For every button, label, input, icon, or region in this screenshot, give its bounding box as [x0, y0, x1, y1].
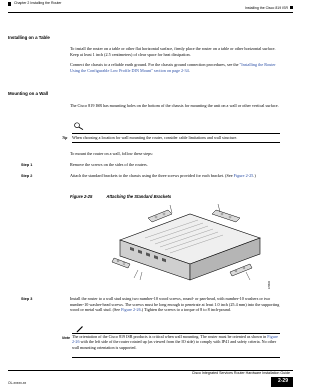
- wall-paragraph-2: To mount the router on a wall, follow these steps:: [70, 151, 153, 156]
- table-paragraph-1: To install the router on a table or other flat horizontal surface, firmly place the router on a table or other horizontal surface. Keep at least 1 inch (2.5 centimeters) of clear space for heat dissipation.: [70, 46, 276, 57]
- note-pencil-icon: [76, 325, 84, 333]
- step-1-label: Step 1: [21, 163, 33, 167]
- note-bottom-rule: [72, 357, 280, 358]
- table-paragraph-2: Connect the chassis to a reliable earth ground. For the chassis ground connection procedures, see the "Installing the Router Using the Configurable Low Profile DIN Mount" section on page 2-34.: [70, 62, 276, 73]
- tip-top-rule: [72, 133, 280, 134]
- heading-installing-on-table: Installing on a Table: [8, 35, 50, 40]
- bracket-bottom-right: [230, 264, 252, 276]
- header-marker: [8, 2, 11, 6]
- heading-mounting-on-wall: Mounting on a Wall: [8, 91, 49, 96]
- bracket-bottom-left: [112, 258, 130, 268]
- bracket-top-left: [148, 205, 172, 222]
- header-rule: [8, 12, 293, 13]
- tip-bottom-rule: [72, 142, 280, 143]
- section-title: Installing the Cisco 819 ISR: [245, 6, 288, 10]
- tip-label: Tip: [62, 136, 68, 140]
- document-number: OL-xxxxx-xx: [8, 381, 27, 385]
- bracket-top-right: [212, 204, 240, 222]
- wall-paragraph-1: The Cisco 819 ISR has mounting holes on the bottom of the chassis for mounting the unit on a wall or other vertical surface.: [70, 103, 279, 108]
- note-figure-2-26-link[interactable]: Figure 2-26: [72, 334, 278, 345]
- chapter-title: Chapter 2 Installing the Router: [14, 1, 62, 5]
- step-3-label: Step 3: [21, 297, 33, 301]
- note-text: The orientation of the Cisco 819 ISR products is critical when wall mounting. The router must be oriented as shown in Figure 2-26 with the left side of the router rotated up (as viewed from the IO side) to comply with IP41 and safety criteria. No other wall mounting orientation is supported.: [72, 334, 278, 350]
- figure-2-26-link[interactable]: Figure 2-26: [121, 307, 141, 312]
- din-mount-link[interactable]: "Installing the Router Using the Configurable Low Profile DIN Mount" section on page 2-34: [70, 62, 276, 73]
- tip-pencil-icon: [73, 122, 85, 130]
- figure-caption: [70, 194, 171, 199]
- figure-title: Attaching the Standard Brackets: [106, 194, 172, 199]
- note-label: Note: [62, 336, 70, 340]
- header-square: [290, 6, 293, 9]
- step-1-text: Remove the screws on the sides of the routers.: [70, 162, 148, 167]
- step-2-label: Step 2: [21, 174, 33, 178]
- step-3-text: Install the router to a wall stud using two number-10 wood screws, round- or pan-head, with number-10 washers or two number-10 washer-head screws. The screws must be long enough to penetrate at least 1.0 inch (25.4 mm) into the supporting wood or metal wall stud. (See Figure 2-26.) Tighten the screws to a torque of 8 to 8 inch-pound.: [70, 296, 280, 312]
- figure-number: Figure 2-25: [70, 194, 93, 199]
- step-2-text: Attach the standard brackets to the chassis using the three screws provided for each bracket. (See Figure 2-25.): [70, 173, 256, 178]
- footer-guide-title: Cisco Integrated Services Router Hardware Installation Guide: [191, 371, 290, 375]
- page-number: 2-29: [277, 378, 288, 384]
- router-bracket-diagram: [110, 200, 275, 290]
- figure-id: 273840: [268, 281, 271, 289]
- figure-2-25-link[interactable]: Figure 2-25: [233, 173, 254, 178]
- tip-text: When choosing a location for wall mounting the router, consider cable limitations and wall structure.: [72, 135, 238, 140]
